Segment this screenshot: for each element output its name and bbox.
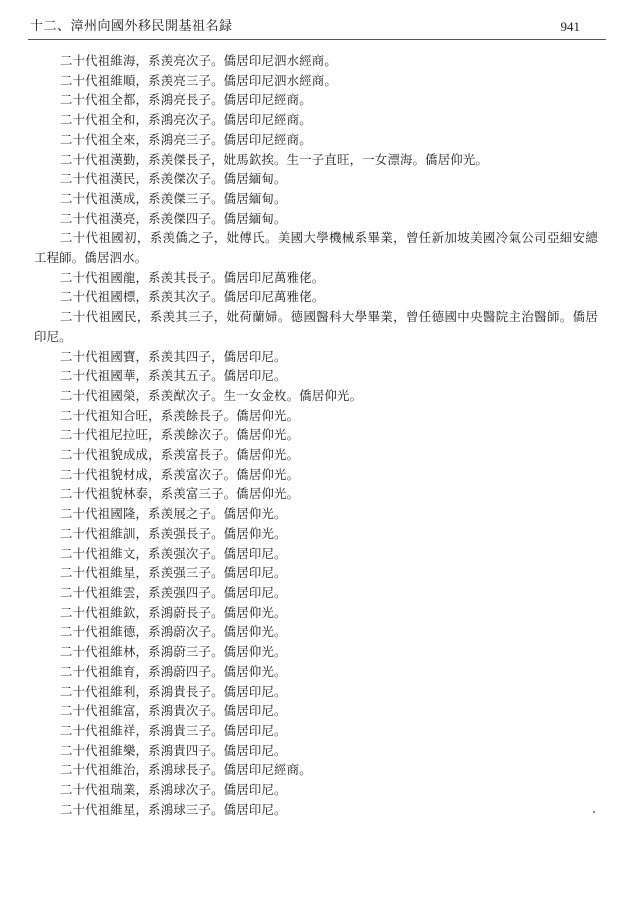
genealogy-entry: 二十代祖維富，系鴻貴次子。僑居印尼。 (60, 703, 287, 719)
genealogy-entry: 二十代祖國初，系羡僑之子，妣傅氏。美國大學機械系畢業，曾任新加坡美國冷氣公司亞細安總工程師。僑居泗水。 (34, 230, 598, 266)
genealogy-entry: 二十代祖漢亮，系羡傑四子。僑居緬甸。 (60, 210, 287, 226)
genealogy-entry: 二十代祖國標，系羡其次子。僑居印尼萬雅佬。 (60, 289, 325, 305)
genealogy-entry: 二十代祖國寶，系羡其四子，僑居印尼。 (60, 348, 287, 364)
genealogy-entry: 二十代祖漢勤，系羡傑長子，妣馬欽挨。生一子直旺，一女漂海。僑居仰光。 (60, 151, 489, 167)
genealogy-entry: 二十代祖維雲，系羡强四子。僑居印尼。 (60, 584, 287, 600)
genealogy-entry: 二十代祖國民，系羡其三子，妣荷蘭婦。德國醫科大學畢業，曾任德國中央醫院主治醫師。僑居印尼。 (34, 309, 598, 344)
page-number: 941 (560, 19, 580, 34)
genealogy-entry: 二十代祖全和，系鴻亮次子。僑居印尼經商。 (60, 112, 312, 128)
genealogy-entry: 二十代祖維林，系鴻蔚三子。僑居仰光。 (60, 644, 287, 660)
genealogy-entry: 二十代祖貌材成，系羡富次子。僑居仰光。 (60, 466, 300, 482)
genealogy-entry: 二十代祖貌成成，系羡富長子。僑居仰光。 (60, 447, 300, 463)
genealogy-entry: 二十代祖維訓，系羡强長子。僑居仰光。 (60, 525, 287, 541)
genealogy-entry: 二十代祖維星，系羡强三子。僑居印尼。 (60, 565, 287, 581)
running-title: 十二、漳州向國外移民開基祖名録 (30, 19, 233, 34)
genealogy-entry: 二十代祖維樂，系鴻貴四子。僑居印尼。 (60, 742, 287, 758)
genealogy-entry-list (34, 51, 598, 819)
genealogy-entry: 二十代祖國隆，系羡展之子。僑居仰光。 (60, 506, 287, 522)
genealogy-entry: 二十代祖瑞業，系鴻球次子。僑居印尼。 (60, 782, 287, 798)
genealogy-entry: 二十代祖維欽，系鴻蔚長子。僑居仰光。 (60, 604, 287, 620)
genealogy-entry: 二十代祖漢成，系羡傑三子。僑居緬甸。 (60, 190, 287, 206)
genealogy-entry: 二十代祖國華，系羡其五子。僑居印尼。 (60, 368, 287, 384)
genealogy-entry: 二十代祖國龍，系羡其長子。僑居印尼萬雅佬。 (60, 269, 325, 285)
genealogy-entry: 二十代祖國榮，系羡猷次子。生一女金枚。僑居仰光。 (60, 387, 363, 403)
genealogy-entry: 二十代祖維文，系羡强次子。僑居印尼。 (60, 545, 287, 561)
genealogy-entry: 二十代祖維育，系鴻蔚四子。僑居仰光。 (60, 663, 287, 679)
genealogy-entry: 二十代祖維海，系羡亮次子。僑居印尼泗水經商。 (60, 53, 337, 68)
print-speck (593, 811, 595, 813)
genealogy-entry: 二十代祖貌林泰，系羡富三子。僑居仰光。 (60, 486, 300, 502)
genealogy-entry: 二十代祖維星，系鴻球三子。僑居印尼。 (60, 801, 287, 817)
page-header (28, 17, 606, 40)
genealogy-entry: 二十代祖維德，系鴻蔚次子。僑居仰光。 (60, 624, 287, 640)
genealogy-entry: 二十代祖知合旺，系羡餘長子。僑居仰光。 (60, 407, 300, 423)
genealogy-entry: 二十代祖維治，系鴻球長子。僑居印尼經商。 (60, 762, 312, 778)
genealogy-entry: 二十代祖全都，系鴻亮長子。僑居印尼經商。 (60, 92, 312, 108)
genealogy-entry: 二十代祖維祥，系鴻貴三子。僑居印尼。 (60, 722, 287, 738)
genealogy-entry: 二十代祖尼拉旺，系羡餘次子。僑居仰光。 (60, 427, 300, 443)
genealogy-entry: 二十代祖全來，系鴻亮三子。僑居印尼經商。 (60, 131, 312, 147)
genealogy-entry: 二十代祖維利，系鴻貴長子。僑居印尼。 (60, 683, 287, 699)
genealogy-entry: 二十代祖維順，系羡亮三子。僑居印尼泗水經商。 (60, 72, 337, 88)
genealogy-entry: 二十代祖漢民，系羡傑次子。僑居緬甸。 (60, 171, 287, 187)
